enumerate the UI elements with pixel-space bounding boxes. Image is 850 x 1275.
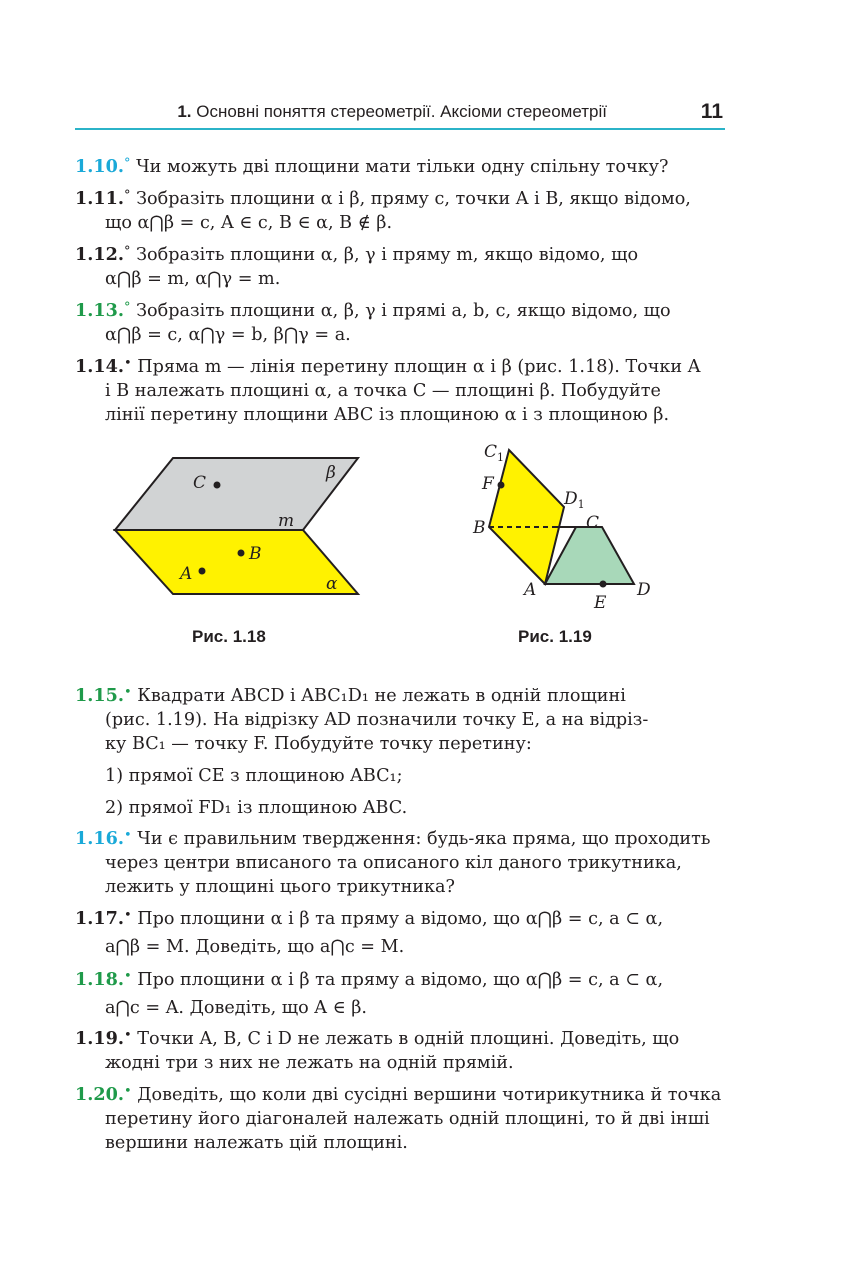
problem-text-line: Зобразіть площини α і β, пряму c, точки A і B, якщо відомо,	[136, 189, 691, 209]
label-c: C	[193, 473, 207, 493]
problem-text-line: перетину його діагоналей належать одній площині, то й дві інші	[105, 1109, 710, 1129]
problem-number: 1.11.	[75, 188, 124, 209]
plane-beta	[115, 458, 358, 530]
problem-text-line: і B належать площині α, а точка C — площині β. Побудуйте	[105, 381, 661, 401]
difficulty-mark: •	[123, 969, 132, 984]
page-number: 11	[700, 100, 723, 123]
problem-number: 1.19.	[75, 1028, 124, 1049]
square-abc1d1	[489, 450, 564, 584]
label-beta: β	[326, 463, 336, 483]
label-a: A	[180, 564, 193, 584]
point-b-dot	[238, 550, 245, 557]
problem-text-line: що α⋂β = c, A ∈ c, B ∈ α, B ∉ β.	[105, 213, 393, 233]
problem-text-line: Точки A, B, C і D не лежать в одній площині. Доведіть, що	[137, 1029, 680, 1049]
label-d1: $D_1$	[564, 489, 585, 511]
problem-text-line: α⋂β = m, α⋂γ = m.	[105, 269, 281, 289]
problem-text-line: Доведіть, що коли дві сусідні вершини чотирикутника й точка	[137, 1085, 722, 1105]
label-a: A	[524, 580, 537, 600]
problem-1-13	[75, 296, 726, 347]
problem-text-line: Пряма m — лінія перетину площин α і β (рис. 1.18). Точки A	[137, 357, 701, 377]
problem-number: 1.13.	[75, 300, 124, 321]
label-c: C	[586, 513, 600, 533]
problem-1-20	[75, 1080, 726, 1155]
label-e: E	[594, 593, 607, 613]
problem-text-line: a⋂β = M. Доведіть, що a⋂c = M.	[105, 937, 405, 957]
difficulty-mark: •	[123, 908, 132, 923]
problem-1-19	[75, 1024, 726, 1075]
label-b: B	[473, 518, 486, 538]
difficulty-mark: °	[123, 156, 131, 171]
problem-text-line: Про площини α і β та пряму a відомо, що α⋂β = c, a ⊂ α,	[137, 970, 664, 990]
point-e-dot	[600, 581, 607, 588]
problem-text-line: жодні три з них не лежать на одній прямій.	[105, 1053, 514, 1073]
problem-text-line: Квадрати ABCD і ABC₁D₁ не лежать в одній площині	[137, 686, 626, 706]
problem-text-line: вершини належать цій площині.	[105, 1133, 408, 1153]
figure-caption-1-19: Рис. 1.19	[518, 627, 592, 646]
problem-text-line: Зобразіть площини α, β, γ і пряму m, якщо відомо, що	[136, 245, 639, 265]
label-c1: $C_1$	[484, 442, 505, 464]
problem-text: Чи можуть дві площини мати тільки одну спільну точку?	[136, 157, 669, 177]
problem-1-14	[75, 352, 726, 427]
figure-1-18	[100, 440, 380, 610]
problem-text-line: Зобразіть площини α, β, γ і прямі a, b, c, якщо відомо, що	[136, 301, 671, 321]
problem-text-line: ку BC₁ — точку F. Побудуйте точку перетину:	[105, 734, 532, 754]
label-b: B	[249, 544, 262, 564]
problem-number: 1.20.	[75, 1084, 124, 1105]
difficulty-mark: °	[123, 188, 131, 203]
point-a-dot	[199, 568, 206, 575]
problem-1-12	[75, 240, 726, 291]
problem-text-line: Про площини α і β та пряму a відомо, що α⋂β = c, a ⊂ α,	[137, 909, 664, 929]
page-header	[75, 100, 725, 130]
problem-subitem: 2) прямої FD₁ із площиною ABC.	[105, 798, 408, 818]
chapter-title-text: Основні поняття стереометрії. Аксіоми стереометрії	[196, 102, 607, 121]
problem-text-line: Чи є правильним твердження: будь-яка пряма, що проходить	[137, 829, 711, 849]
figure-caption-1-18: Рис. 1.18	[192, 627, 266, 646]
point-f-dot	[498, 482, 505, 489]
problem-1-15	[75, 681, 726, 820]
problem-number: 1.14.	[75, 356, 124, 377]
label-f: F	[482, 474, 494, 494]
problem-number: 1.10.	[75, 156, 124, 177]
point-c-dot	[214, 482, 221, 489]
difficulty-mark: °	[123, 244, 131, 259]
problem-text-line: a⋂c = A. Доведіть, що A ∈ β.	[105, 998, 367, 1018]
label-alpha: α	[326, 574, 338, 594]
difficulty-mark: •	[123, 1028, 132, 1043]
problem-number: 1.17.	[75, 908, 124, 929]
difficulty-mark: •	[123, 356, 132, 371]
figure-1-19	[460, 436, 660, 616]
problem-text-line: α⋂β = c, α⋂γ = b, β⋂γ = a.	[105, 325, 351, 345]
problem-number: 1.18.	[75, 969, 124, 990]
problem-subitem: 1) прямої CE з площиною ABC₁;	[105, 766, 403, 786]
difficulty-mark: •	[123, 828, 132, 843]
problem-1-17	[75, 904, 726, 959]
problem-number: 1.16.	[75, 828, 124, 849]
problem-text-line: лежить у площині цього трикутника?	[105, 877, 455, 897]
problem-text-line: через центри вписаного та описаного кіл даного трикутника,	[105, 853, 682, 873]
label-d: D	[637, 580, 651, 600]
difficulty-mark: •	[123, 1084, 132, 1099]
difficulty-mark: °	[123, 300, 131, 315]
chapter-number: 1.	[177, 102, 192, 121]
square-abcd	[545, 527, 634, 584]
problem-number: 1.15.	[75, 685, 124, 706]
problem-1-16	[75, 824, 726, 899]
problem-1-11	[75, 184, 726, 235]
plane-alpha	[115, 530, 358, 594]
difficulty-mark: •	[123, 685, 132, 700]
problem-text-line: лінії перетину площини ABC із площиною α і з площиною β.	[105, 405, 670, 425]
label-m: m	[278, 511, 295, 531]
problem-1-18	[75, 965, 726, 1020]
chapter-title	[177, 102, 607, 122]
problem-number: 1.12.	[75, 244, 124, 265]
problem-text-line: (рис. 1.19). На відрізку AD позначили точку E, а на відріз-	[105, 710, 649, 730]
problem-1-10	[75, 152, 726, 179]
